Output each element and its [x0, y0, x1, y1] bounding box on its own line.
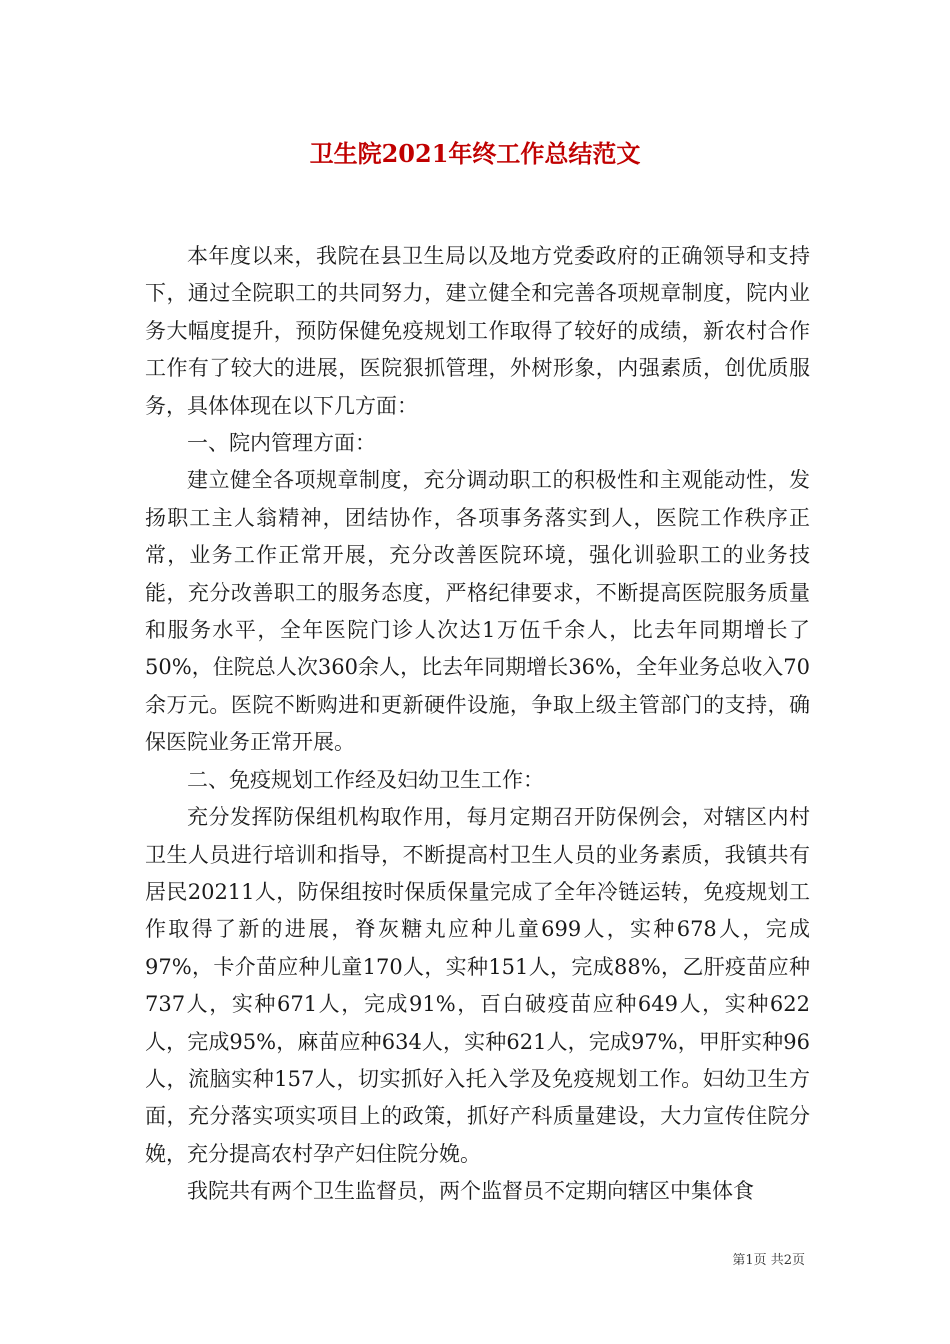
- paragraph-management: 建立健全各项规章制度，充分调动职工的积极性和主观能动性，发扬职工主人翁精神，团结协作，各项事务落实到人，医院工作秩序正常，业务工作正常开展，充分改善医院环境，强化训验职工的业务技能，充分改善职工的服务态度，严格纪律要求，不断提高医院服务质量和服务水平，全年医院门诊人次达1万伍千余人，比去年同期增长了50%，住院总人次360余人，比去年同期增长36%，全年业务总收入70余万元。医院不断购进和更新硬件设施，争取上级主管部门的支持，确保医院业务正常开展。: [145, 468, 810, 755]
- paragraph-immunization: 充分发挥防保组机构取作用，每月定期召开防保例会，对辖区内村卫生人员进行培训和指导，不断提高村卫生人员的业务素质，我镇共有居民20211人，防保组按时保质保量完成了全年冷链运转，免疫规划工作取得了新的进展，脊灰糖丸应种儿童699人，实种678人，完成97%，卡介苗应种儿童170人，实种151人，完成88%，乙肝疫苗应种737人，实种671人，完成91%，百白破疫苗应种649人，实种622人，完成95%，麻苗应种634人，实种621人，完成97%，甲肝实种96人，流脑实种157人，切实抓好入托入学及免疫规划工作。妇幼卫生方面，充分落实项实项目上的政策，抓好产科质量建设，大力宣传住院分娩，充分提高农村孕产妇住院分娩。: [145, 805, 810, 1166]
- paragraph-intro: 本年度以来，我院在县卫生局以及地方党委政府的正确领导和支持下，通过全院职工的共同努力，建立健全和完善各项规章制度，院内业务大幅度提升，预防保健免疫规划工作取得了较好的成绩，新农村合作工作有了较大的进展，医院狠抓管理，外树形象，内强素质，创优质服务，具体体现在以下几方面：: [145, 244, 810, 418]
- document-body: [145, 238, 810, 1211]
- section-heading-immunization: 二、免疫规划工作经及妇幼卫生工作：: [187, 767, 544, 792]
- page-number: 第1页 共2页: [732, 1253, 805, 1268]
- section-heading-management: 一、院内管理方面：: [187, 431, 376, 456]
- paragraph-supervision: 我院共有两个卫生监督员，两个监督员不定期向辖区中集体食: [187, 1179, 754, 1204]
- document-title: 卫生院2021年终工作总结范文: [309, 139, 641, 168]
